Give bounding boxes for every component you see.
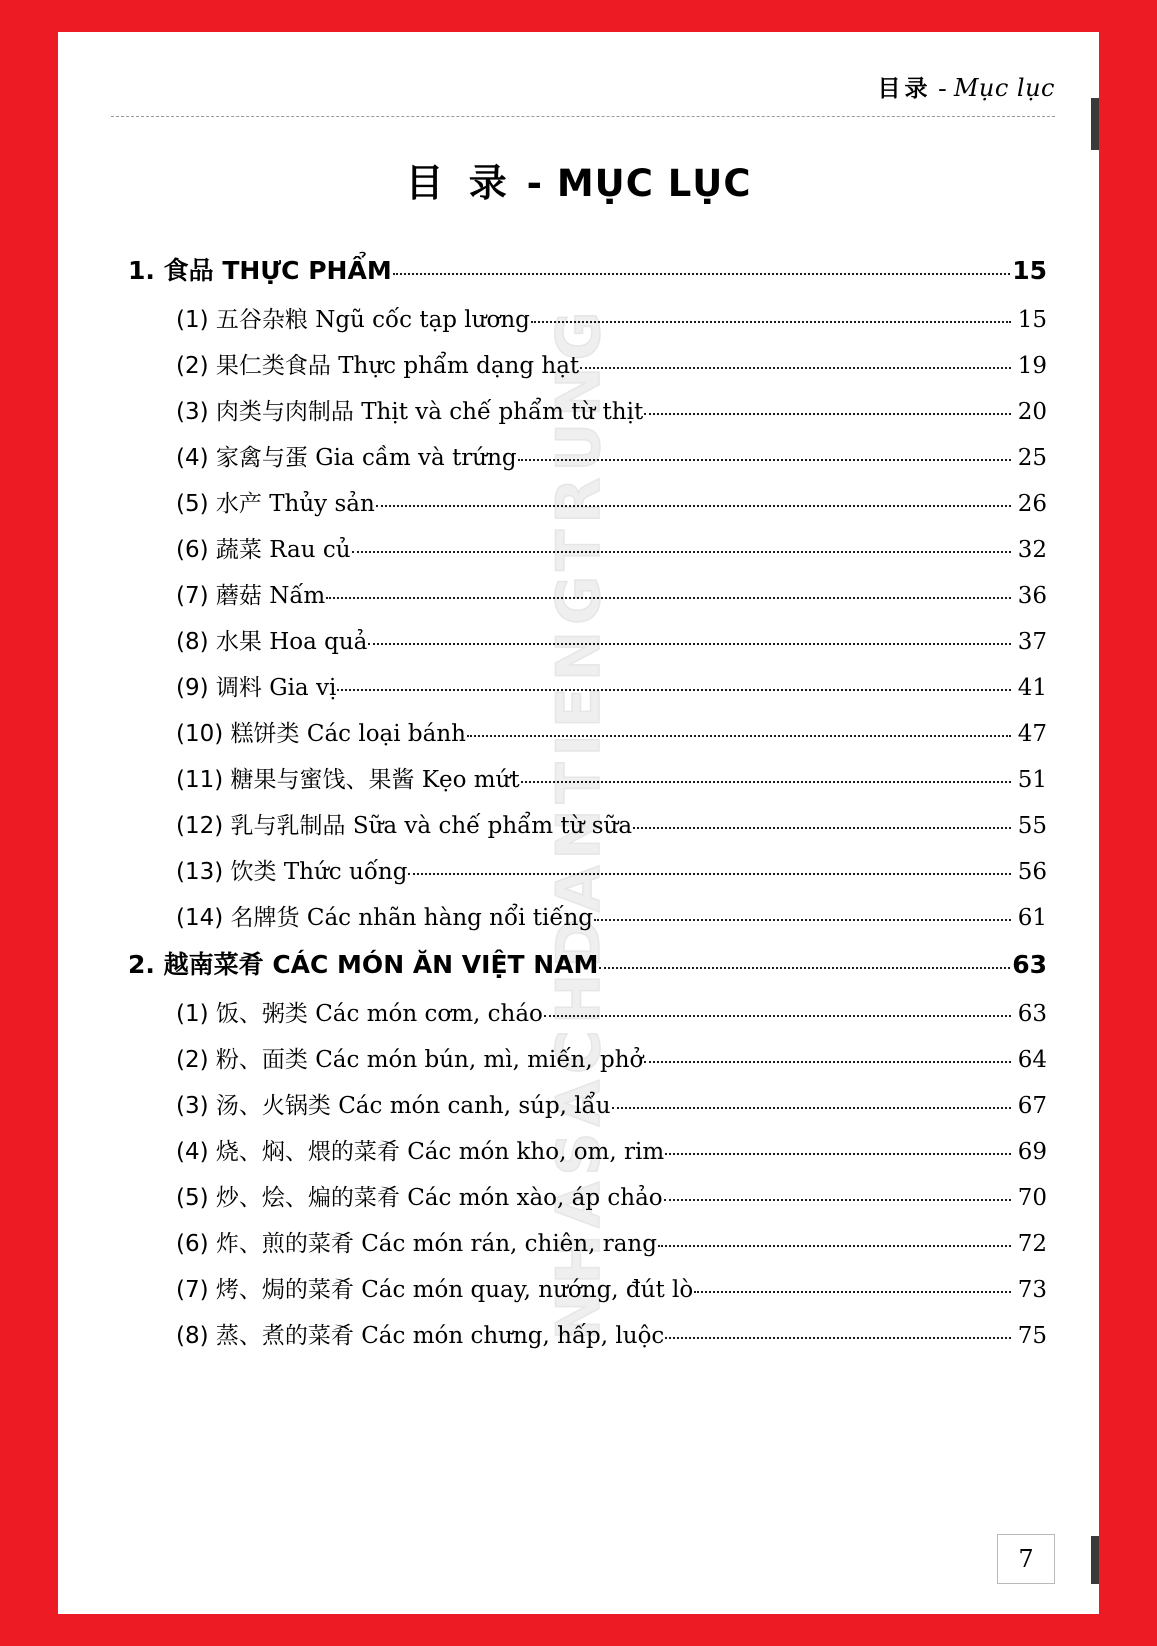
page-title — [58, 152, 1099, 207]
header-title — [877, 70, 1055, 103]
toc-leader-dots — [521, 781, 1011, 783]
toc-entry[interactable] — [128, 531, 1047, 564]
toc-leader-dots — [594, 919, 1011, 921]
toc-entry[interactable] — [128, 853, 1047, 886]
toc-entry-page-number: 26 — [1017, 491, 1047, 517]
toc-leader-dots — [580, 367, 1011, 369]
toc-entry-label-vn: THỰC PHẨM — [222, 256, 392, 285]
toc-entry-page-number: 64 — [1017, 1047, 1047, 1073]
toc-leader-dots — [337, 689, 1011, 691]
toc-entry-label-cn: 1. 食品 — [128, 256, 223, 285]
toc-entry-label-cn: (5) 水产 — [176, 491, 270, 517]
toc-entry-label-cn: (6) 蔬菜 — [176, 537, 270, 563]
toc-entry[interactable] — [128, 995, 1047, 1028]
toc-entry-label-vn: Thức uống — [283, 859, 408, 885]
toc-entry[interactable] — [128, 251, 1047, 287]
toc-entry-label-cn: (14) 名牌货 — [176, 905, 307, 931]
toc-entry-label-cn: (4) 烧、焖、煨的菜肴 — [176, 1139, 408, 1165]
toc-entry-label-vn: Kẹo mứt — [421, 767, 520, 793]
toc-entry[interactable] — [128, 1179, 1047, 1212]
toc-entry-page-number: 70 — [1017, 1185, 1047, 1211]
toc-leader-dots — [368, 643, 1011, 645]
toc-entry-label — [176, 853, 407, 886]
toc-entry-label-cn: (4) 家禽与蛋 — [176, 445, 316, 471]
toc-entry-label — [128, 945, 598, 981]
page-title-vn: MỤC LỤC — [556, 162, 752, 205]
toc-entry-label-cn: 2. 越南菜肴 — [128, 950, 273, 979]
page-content — [58, 32, 1099, 1614]
toc-entry-label-cn: (9) 调料 — [176, 675, 270, 701]
toc-entry[interactable] — [128, 899, 1047, 932]
toc-entry-label-cn: (2) 粉、面类 — [176, 1047, 316, 1073]
toc-entry-label-vn: Các món cơm, cháo — [315, 1001, 543, 1027]
toc-entry-label — [176, 899, 593, 932]
toc-entry-page-number: 15 — [1017, 307, 1047, 333]
toc-entry-label — [176, 669, 336, 702]
toc-entry-label-cn: (11) 糖果与蜜饯、果酱 — [176, 767, 422, 793]
toc-entry-label-cn: (6) 炸、煎的菜肴 — [176, 1231, 362, 1257]
toc-entry-label-vn: Các loại bánh — [306, 721, 466, 747]
toc-leader-dots — [658, 1245, 1011, 1247]
toc-entry-page-number: 37 — [1017, 629, 1047, 655]
toc-entry[interactable] — [128, 761, 1047, 794]
toc-entry-label — [176, 1041, 643, 1074]
toc-entry-page-number: 20 — [1017, 399, 1047, 425]
toc-entry-page-number: 72 — [1017, 1231, 1047, 1257]
toc-leader-dots — [531, 321, 1011, 323]
toc-entry[interactable] — [128, 807, 1047, 840]
toc-entry[interactable] — [128, 485, 1047, 518]
toc-entry-page-number: 36 — [1017, 583, 1047, 609]
toc-entry-label-vn: Rau củ — [269, 537, 351, 563]
toc-entry-label-cn: (8) 水果 — [176, 629, 270, 655]
toc-entry-page-number: 63 — [1017, 1001, 1047, 1027]
toc-entry-label — [176, 1317, 664, 1350]
toc-leader-dots — [544, 1015, 1011, 1017]
toc-entry-label-cn: (1) 饭、粥类 — [176, 1001, 316, 1027]
toc-entry-label — [176, 577, 325, 610]
header-divider — [111, 116, 1055, 117]
toc-leader-dots — [393, 273, 1011, 275]
toc-entry[interactable] — [128, 393, 1047, 426]
toc-entry-label-cn: (8) 蒸、煮的菜肴 — [176, 1323, 362, 1349]
toc-entry-label — [176, 347, 579, 380]
toc-leader-dots — [326, 597, 1011, 599]
toc-leader-dots — [376, 505, 1011, 507]
header-title-cn: 目录 — [877, 76, 932, 102]
toc-entry-label-vn: Các món canh, súp, lẩu — [338, 1093, 611, 1119]
toc-entry-label-vn: Các món kho, om, rim — [407, 1139, 665, 1165]
toc-entry[interactable] — [128, 715, 1047, 748]
toc-leader-dots — [518, 459, 1011, 461]
toc-leader-dots — [644, 1061, 1011, 1063]
toc-entry[interactable] — [128, 1133, 1047, 1166]
toc-leader-dots — [644, 413, 1011, 415]
watermark-text: NHASACHDANTIENGTRUNG — [543, 305, 614, 1341]
toc-entry[interactable] — [128, 577, 1047, 610]
toc-entry-page-number: 56 — [1017, 859, 1047, 885]
header-edge-tab — [1091, 98, 1099, 150]
toc-entry[interactable] — [128, 1041, 1047, 1074]
toc-entry-label-vn: Thực phẩm dạng hạt — [338, 353, 580, 379]
toc-entry-label — [176, 301, 530, 334]
toc-entry-label-vn: Sữa và chế phẩm từ sữa — [352, 813, 633, 839]
toc-entry-page-number: 69 — [1017, 1139, 1047, 1165]
toc-entry[interactable] — [128, 1225, 1047, 1258]
toc-entry-label — [176, 623, 367, 656]
toc-entry-label-vn: Các món xào, áp chảo — [407, 1185, 663, 1211]
toc-entry[interactable] — [128, 439, 1047, 472]
toc-entry-label-cn: (3) 肉类与肉制品 — [176, 399, 362, 425]
toc-entry-page-number: 19 — [1017, 353, 1047, 379]
toc-leader-dots — [408, 873, 1011, 875]
toc-leader-dots — [665, 1153, 1011, 1155]
toc-entry-page-number: 55 — [1017, 813, 1047, 839]
toc-entry-label-vn: Hoa quả — [269, 629, 368, 655]
page-header — [58, 70, 1099, 130]
toc-entry[interactable] — [128, 301, 1047, 334]
toc-entry-label-vn: Thịt và chế phẩm từ thịt — [361, 399, 644, 425]
toc-entry-label — [176, 485, 375, 518]
header-title-separator: - — [938, 75, 948, 102]
toc-entry[interactable] — [128, 1271, 1047, 1304]
toc-entry-label-vn: Gia vị — [269, 675, 337, 701]
toc-entry-label-vn: CÁC MÓN ĂN VIỆT NAM — [272, 950, 599, 979]
toc-entry-label-vn: Các món quay, nướng, đút lò — [361, 1277, 694, 1303]
toc-entry[interactable] — [128, 669, 1047, 702]
toc-entry-label-cn: (5) 炒、烩、煸的菜肴 — [176, 1185, 408, 1211]
toc-entry-label-vn: Các nhãn hàng nổi tiếng — [306, 905, 594, 931]
toc-entry-label-vn: Các món rán, chiên, rang — [361, 1231, 657, 1257]
toc-entry-label-cn: (10) 糕饼类 — [176, 721, 307, 747]
toc-entry-page-number: 25 — [1017, 445, 1047, 471]
toc-leader-dots — [467, 735, 1011, 737]
toc-leader-dots — [352, 551, 1011, 553]
toc-entry-label-vn: Ngũ cốc tạp lương — [315, 307, 530, 333]
header-title-vn: Mục lục — [953, 74, 1055, 102]
toc-entry-label — [176, 1271, 693, 1304]
toc-leader-dots — [599, 967, 1010, 969]
toc-entry-label-cn: (7) 蘑菇 — [176, 583, 270, 609]
toc-entry-label — [176, 439, 517, 472]
toc-leader-dots — [665, 1337, 1011, 1339]
footer-edge-tab — [1091, 1536, 1099, 1584]
toc-entry-label — [176, 531, 351, 564]
toc-entry-page-number: 41 — [1017, 675, 1047, 701]
toc-entry-label — [176, 1225, 657, 1258]
toc-entry-label — [176, 393, 643, 426]
toc-leader-dots — [664, 1199, 1011, 1201]
toc-entry-page-number: 63 — [1012, 950, 1047, 979]
toc-entry[interactable] — [128, 1317, 1047, 1350]
toc-entry[interactable] — [128, 945, 1047, 981]
toc-entry-label-vn: Thủy sản — [269, 491, 375, 517]
toc-entry[interactable] — [128, 1087, 1047, 1120]
toc-entry-page-number: 51 — [1017, 767, 1047, 793]
toc-entry-label — [176, 715, 466, 748]
toc-entry-label-vn: Nấm — [269, 583, 326, 609]
toc-entry-label-cn: (12) 乳与乳制品 — [176, 813, 353, 839]
table-of-contents — [128, 247, 1047, 1363]
toc-entry-label-cn: (3) 汤、火锅类 — [176, 1093, 339, 1119]
toc-entry-label — [176, 1133, 664, 1166]
page-number: 7 — [997, 1534, 1055, 1584]
toc-entry-page-number: 73 — [1017, 1277, 1047, 1303]
toc-leader-dots — [694, 1291, 1011, 1293]
toc-entry-label — [176, 995, 543, 1028]
toc-entry-page-number: 32 — [1017, 537, 1047, 563]
toc-entry[interactable] — [128, 623, 1047, 656]
page-title-separator: - — [512, 162, 557, 205]
toc-entry-page-number: 75 — [1017, 1323, 1047, 1349]
toc-entry-page-number: 61 — [1017, 905, 1047, 931]
toc-entry-label-vn: Gia cầm và trứng — [315, 445, 517, 471]
toc-entry-label — [176, 1087, 611, 1120]
toc-entry[interactable] — [128, 347, 1047, 380]
toc-leader-dots — [633, 827, 1011, 829]
toc-entry-label-vn: Các món bún, mì, miến, phở — [315, 1047, 644, 1073]
toc-entry-page-number: 47 — [1017, 721, 1047, 747]
toc-entry-label — [176, 807, 632, 840]
toc-entry-label — [176, 1179, 663, 1212]
page-title-cn: 目 录 — [405, 161, 513, 205]
toc-entry-label-cn: (2) 果仁类食品 — [176, 353, 339, 379]
toc-leader-dots — [612, 1107, 1011, 1109]
toc-entry-label-cn: (13) 饮类 — [176, 859, 284, 885]
toc-entry-label-cn: (1) 五谷杂粮 — [176, 307, 316, 333]
toc-entry-label — [176, 761, 520, 794]
toc-entry-label — [128, 251, 392, 287]
toc-entry-page-number: 15 — [1012, 256, 1047, 285]
toc-entry-page-number: 67 — [1017, 1093, 1047, 1119]
toc-entry-label-vn: Các món chưng, hấp, luộc — [361, 1323, 665, 1349]
toc-entry-label-cn: (7) 烤、焗的菜肴 — [176, 1277, 362, 1303]
